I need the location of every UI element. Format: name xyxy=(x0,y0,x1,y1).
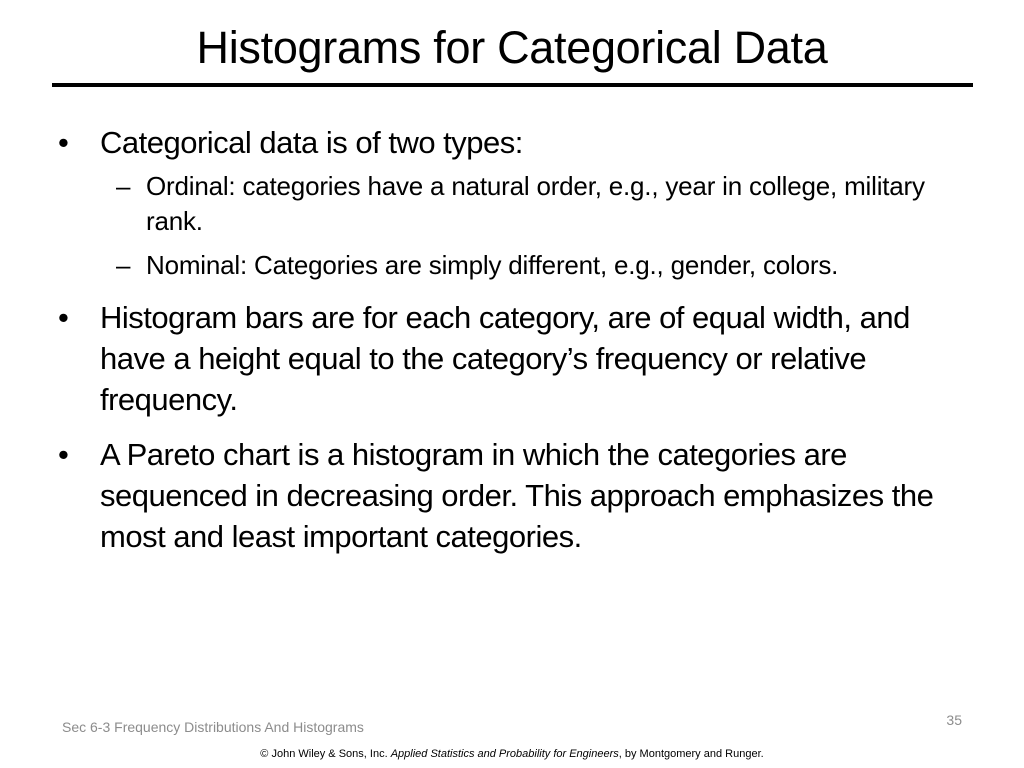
slide-title: Histograms for Categorical Data xyxy=(196,22,828,73)
book-title: Applied Statistics and Probability for Engineers xyxy=(390,748,619,760)
footer-section-label: Sec 6-3 Frequency Distributions And Histograms xyxy=(62,719,364,735)
bullet-text: A Pareto chart is a histogram in which the categories are sequenced in decreasing order. This approach emphasizes the most and least important categories. xyxy=(100,437,934,554)
bullet-marker: • xyxy=(58,300,69,335)
copyright-suffix: , by Montgomery and Runger. xyxy=(618,748,764,760)
copyright-prefix: © John Wiley & Sons, Inc. xyxy=(260,748,391,760)
sub-bullet-list xyxy=(100,169,973,283)
bullet-text: Categorical data is of two types: xyxy=(100,125,523,160)
sub-bullet-nominal xyxy=(100,248,973,283)
sub-bullet-text: Nominal: Categories are simply different, e.g., gender, colors. xyxy=(146,250,839,280)
dash-marker: – xyxy=(116,250,131,280)
bullet-item-histogram-bars xyxy=(58,297,973,420)
slide-number: 35 xyxy=(946,712,962,728)
copyright-notice xyxy=(0,748,1024,760)
sub-bullet-ordinal xyxy=(100,169,973,239)
bullet-item-types xyxy=(58,122,973,283)
bullet-text: Histogram bars are for each category, are of equal width, and have a height equal to the category’s frequency or relative frequency. xyxy=(100,300,910,417)
bullet-list xyxy=(58,122,973,557)
bullet-marker: • xyxy=(58,125,69,160)
bullet-marker: • xyxy=(58,437,69,472)
bullet-item-pareto xyxy=(58,434,973,557)
title-underline xyxy=(52,83,973,87)
sub-bullet-text: Ordinal: categories have a natural order, e.g., year in college, military rank. xyxy=(146,171,925,236)
dash-marker: – xyxy=(116,171,131,201)
